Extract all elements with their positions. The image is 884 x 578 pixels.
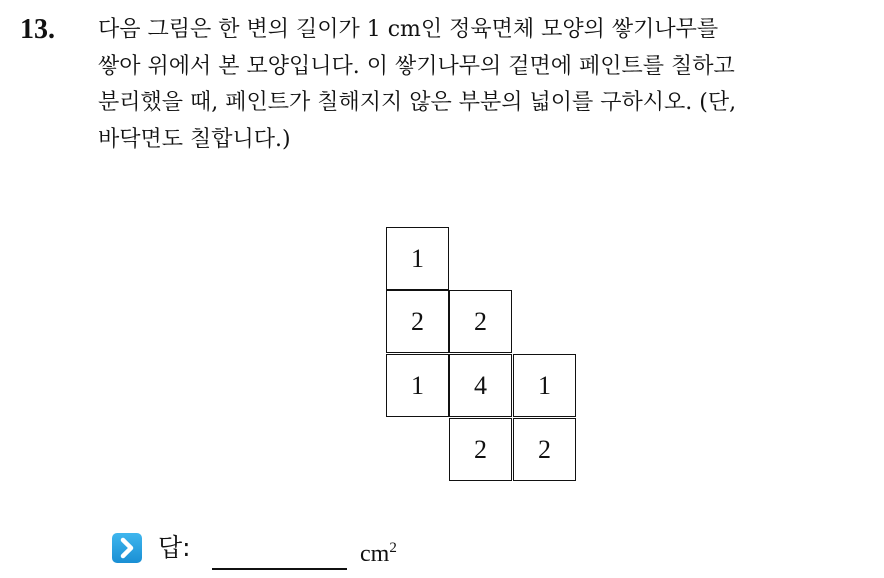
unit-exponent: 2	[389, 540, 397, 556]
problem-line: 분리했을 때, 페인트가 칠해지지 않은 부분의 넓이를 구하시오. (단,	[98, 90, 737, 115]
grid-cell: 1	[386, 227, 449, 290]
answer-unit	[360, 530, 397, 572]
grid-cell: 2	[386, 290, 449, 353]
top-view-grid	[386, 227, 576, 481]
grid-cell: 4	[449, 354, 512, 417]
chevron-right-icon	[112, 533, 142, 563]
problem-line: 다음 그림은 한 변의 길이가 1 cm인 정육면체 모양의 쌓기나무를	[98, 17, 719, 42]
problem-text	[98, 12, 868, 158]
answer-label: 답:	[158, 533, 191, 562]
answer-blank[interactable]	[212, 568, 347, 570]
problem-line: 바닥면도 칠합니다.)	[98, 126, 291, 152]
unit-text: cm	[360, 541, 390, 567]
answer-row	[112, 530, 512, 570]
problem-number: 13.	[20, 14, 55, 45]
grid-cell: 2	[449, 418, 512, 481]
problem-line: 쌓아 위에서 본 모양입니다. 이 쌓기나무의 겉면에 페인트를 칠하고	[98, 53, 735, 79]
grid-cell: 2	[513, 418, 576, 481]
grid-cell: 1	[386, 354, 449, 417]
grid-cell: 1	[513, 354, 576, 417]
grid-cell: 2	[449, 290, 512, 353]
